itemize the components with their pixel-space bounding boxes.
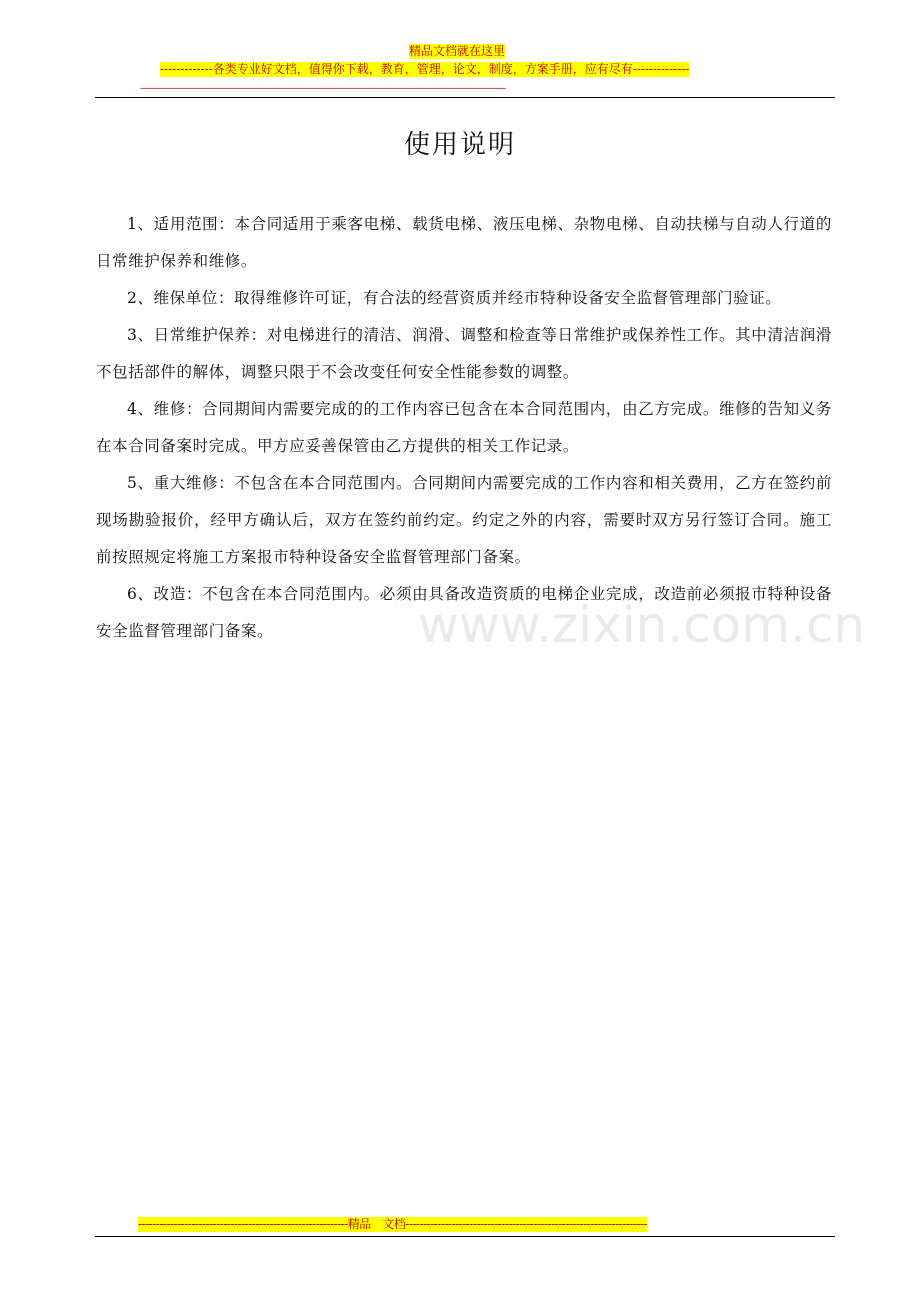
footer-text: -----------------------------------------------------------精品 文档-------------------------------------------------------------------- <box>138 1217 647 1231</box>
header-dashes: ----------------------------------------------------------------------------------------------------------------------------------------------------------------------------------- <box>140 84 506 94</box>
paragraph-daily-maintenance: 3、日常维护保养：对电梯进行的清洁、润滑、调整和检查等日常维护或保养性工作。其中清洁润滑不包括部件的解体，调整只限于不会改变任何安全性能参数的调整。 <box>96 326 832 381</box>
document-body <box>96 206 832 650</box>
header-rule <box>95 97 835 98</box>
header-title: 精品文档就在这里 <box>409 44 506 58</box>
paragraph-major-repair: 5、重大维修：不包含在本合同范围内。合同期间内需要完成的工作内容和相关费用，乙方在签约前现场勘验报价，经甲方确认后，双方在签约前约定。约定之外的内容，需要时双方另行签订合同。施工前按照规定将施工方案报市特种设备安全监督管理部门备案。 <box>96 474 832 566</box>
paragraph-renovation: 6、改造：不包含在本合同范围内。必须由具备改造资质的电梯企业完成，改造前必须报市特种设备安全监督管理部门备案。 <box>96 585 832 640</box>
paragraph-scope: 1、适用范围：本合同适用于乘客电梯、载货电梯、液压电梯、杂物电梯、自动扶梯与自动人行道的日常维护保养和维修。 <box>96 215 832 270</box>
header-tagline: -------------各类专业好文档，值得你下载，教育，管理，论文，制度，方案手册，应有尽有-------------- <box>160 62 690 76</box>
paragraph-maintenance-unit: 2、维保单位：取得维修许可证，有合法的经营资质并经市特种设备安全监督管理部门验证。 <box>127 289 782 307</box>
paragraph-repair: 4、维修：合同期间内需要完成的的工作内容已包含在本合同范围内，由乙方完成。维修的告知义务在本合同备案时完成。甲方应妥善保管由乙方提供的相关工作记录。 <box>96 400 832 455</box>
document-title: 使用说明 <box>403 130 516 160</box>
footer-rule <box>95 1236 835 1237</box>
watermark: www.zixin.com.cn <box>418 596 866 654</box>
